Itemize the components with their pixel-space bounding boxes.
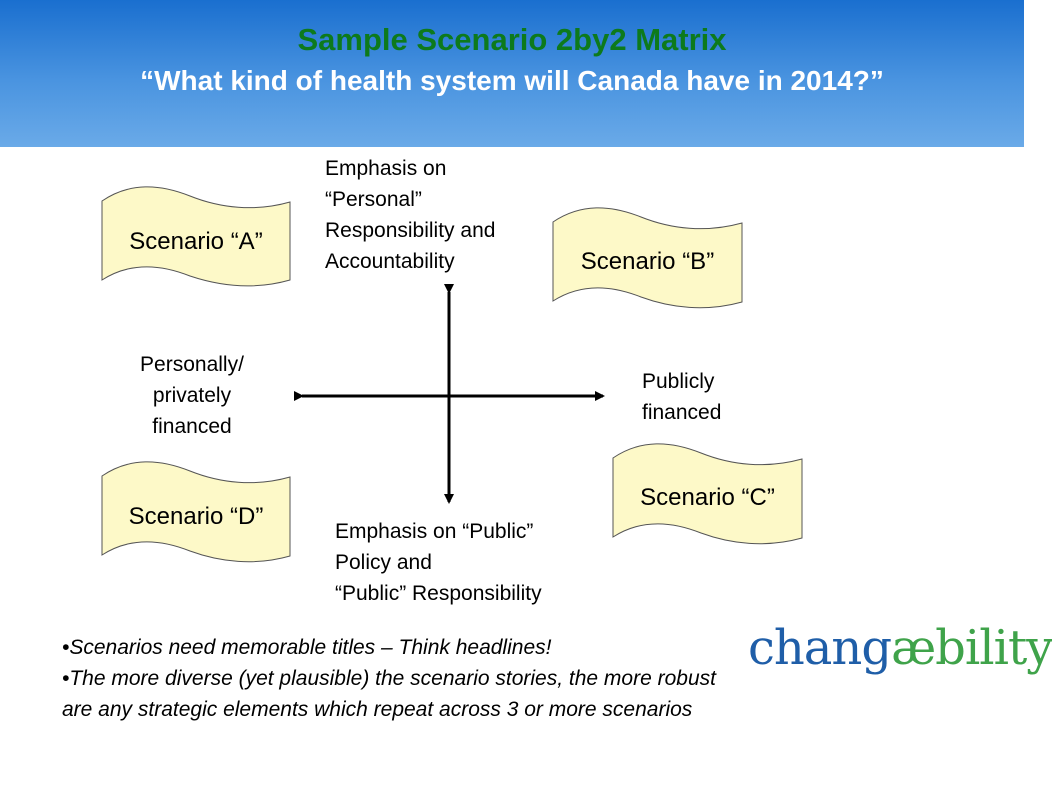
note-item [62,632,742,663]
logo-text-blue: chang [748,620,892,676]
slide-subtitle: “What kind of health system will Canada have in 2014?” [140,65,884,96]
top-axis-label-line: Responsibility and [325,219,496,242]
scenario-a-label: Scenario “A” [129,228,263,255]
bullet-marker: • [62,636,70,659]
left-axis-label-line: Personally/ [140,353,244,376]
bullet-marker: • [62,667,70,690]
scenario-c-label: Scenario “C” [640,484,775,511]
bottom-axis-label-line: Policy and [335,551,432,574]
left-axis-label-line: privately [152,384,232,407]
left-axis-label [112,349,272,442]
bottom-axis-label-line: Emphasis on “Public” [335,520,534,543]
right-axis-label-line: financed [642,401,722,424]
scenario-b-label: Scenario “B” [580,248,715,275]
changeability-logo [748,618,1052,678]
top-axis-label [325,153,555,277]
top-axis-label-line: Emphasis on [325,157,447,180]
right-axis-label [642,366,782,428]
slide-title: Sample Scenario 2by2 Matrix [297,22,727,57]
note-item [62,663,742,725]
scenario-d-label: Scenario “D” [128,503,264,530]
left-axis-label-line: financed [152,415,232,438]
note-text: Scenarios need memorable titles – Think headlines! [69,636,552,659]
bottom-axis-label-line: “Public” Responsibility [335,582,542,605]
logo-text-green: æbility [891,620,1052,676]
note-text: The more diverse (yet plausible) the scenario stories, the more robust are any strategic elements which repeat across 3 or more scenarios [62,667,716,721]
notes-list [62,632,742,725]
top-axis-label-line: “Personal” [325,188,422,211]
top-axis-label-line: Accountability [325,250,455,273]
bottom-axis-label [335,516,615,609]
right-axis-label-line: Publicly [642,370,715,393]
